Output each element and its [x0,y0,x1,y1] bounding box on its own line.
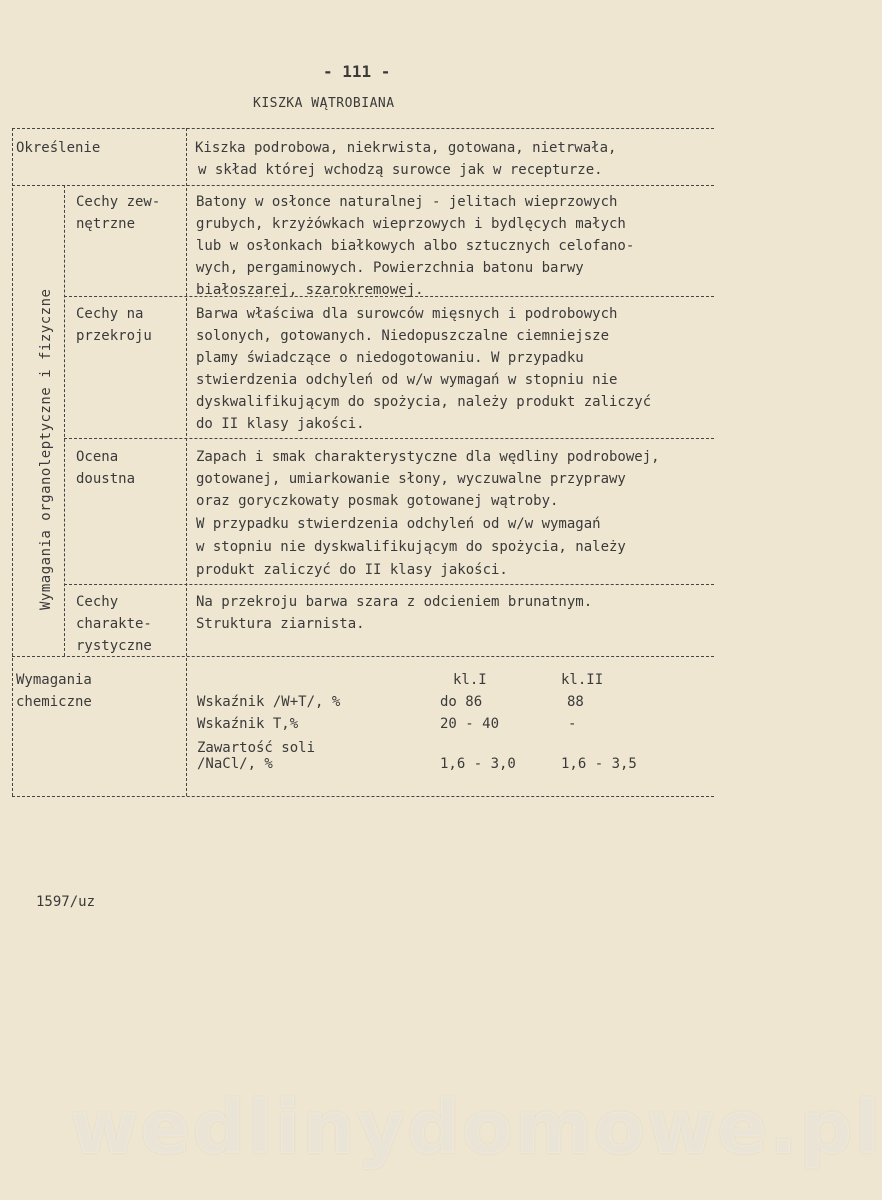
chemical-label: chemiczne [16,694,92,710]
organoleptic-group-label: Wymagania organoleptyczne i fizyczne [38,288,54,610]
page-number: - 111 - [323,62,391,81]
row-label: rystyczne [76,638,152,654]
row-text-line: białoszarej, szarokremowej. [196,282,424,298]
class-header-2: kl.II [561,672,604,688]
row-text-line: plamy świadczące o niedogotowaniu. W przypadku [196,350,584,366]
row-label: doustna [76,471,136,487]
row-text-line: Struktura ziarnista. [196,616,365,632]
row-text-line: gotowanej, umiarkowanie słony, wyczuwalne przyprawy [196,471,626,487]
row-label: Cechy zew- [76,194,161,210]
row-text-line: w stopniu nie dyskwalifikującym do spożycia, należy [196,539,626,555]
row-label: Cechy na [76,306,144,322]
chem-value-k1: 1,6 - 3,0 [440,756,516,772]
chem-item-name: Wskaźnik T,% [197,716,299,732]
chem-value-k2: 1,6 - 3,5 [561,756,637,772]
row-text-line: W przypadku stwierdzenia odchyleń od w/w wymagań [196,516,601,532]
row-text-line: dyskwalifikującym do spożycia, należy produkt zaliczyć [196,394,652,410]
chemical-label: Wymagania [16,672,92,688]
row-label: Cechy [76,594,119,610]
footer-code: 1597/uz [36,894,96,910]
chem-item-name: Zawartość soli [197,740,316,756]
page-title: KISZKA WĄTROBIANA [253,96,395,111]
row-text-line: Na przekroju barwa szara z odcieniem brunatnym. [196,594,593,610]
row-label: nętrzne [76,216,136,232]
chem-value-k1: 20 - 40 [440,716,500,732]
chem-item-name: Wskaźnik /W+T/, % [197,694,341,710]
row-text-line: lub w osłonkach białkowych albo sztucznych celofano- [196,238,635,254]
row-label: przekroju [76,328,152,344]
watermark: wedlinydomowe.pl [70,1085,882,1171]
row-text-line: grubych, krzyżówkach wieprzowych i bydlęcych małych [196,216,626,232]
chem-value-k1: do 86 [440,694,483,710]
row-text-line: produkt zaliczyć do II klasy jakości. [196,562,508,578]
row-text-line: wych, pergaminowych. Powierzchnia batonu barwy [196,260,584,276]
class-header-1: kl.I [453,672,487,688]
row-text-line: Zapach i smak charakterystyczne dla wędliny podrobowej, [196,449,660,465]
definition-line: Kiszka podrobowa, niekrwista, gotowana, nietrwała, [195,140,617,156]
row-text-line: stwierdzenia odchyleń od w/w wymagań w stopniu nie [196,372,618,388]
row-text-line: Barwa właściwa dla surowców mięsnych i podrobowych [196,306,618,322]
row-text-line: solonych, gotowanych. Niedopuszczalne ciemniejsze [196,328,610,344]
row-text-line: oraz goryczkowaty posmak gotowanej wątroby. [196,493,559,509]
row-text-line: do II klasy jakości. [196,416,365,432]
chem-item-name: /NaCl/, % [197,756,273,772]
definition-line: w skład której wchodzą surowce jak w recepturze. [198,162,603,178]
row-label: charakte- [76,616,152,632]
chem-value-k2: 88 [567,694,584,710]
definition-label: Określenie [16,140,101,156]
row-text-line: Batony w osłonce naturalnej - jelitach wieprzowych [196,194,618,210]
chem-value-k2: - [568,716,577,732]
row-label: Ocena [76,449,119,465]
